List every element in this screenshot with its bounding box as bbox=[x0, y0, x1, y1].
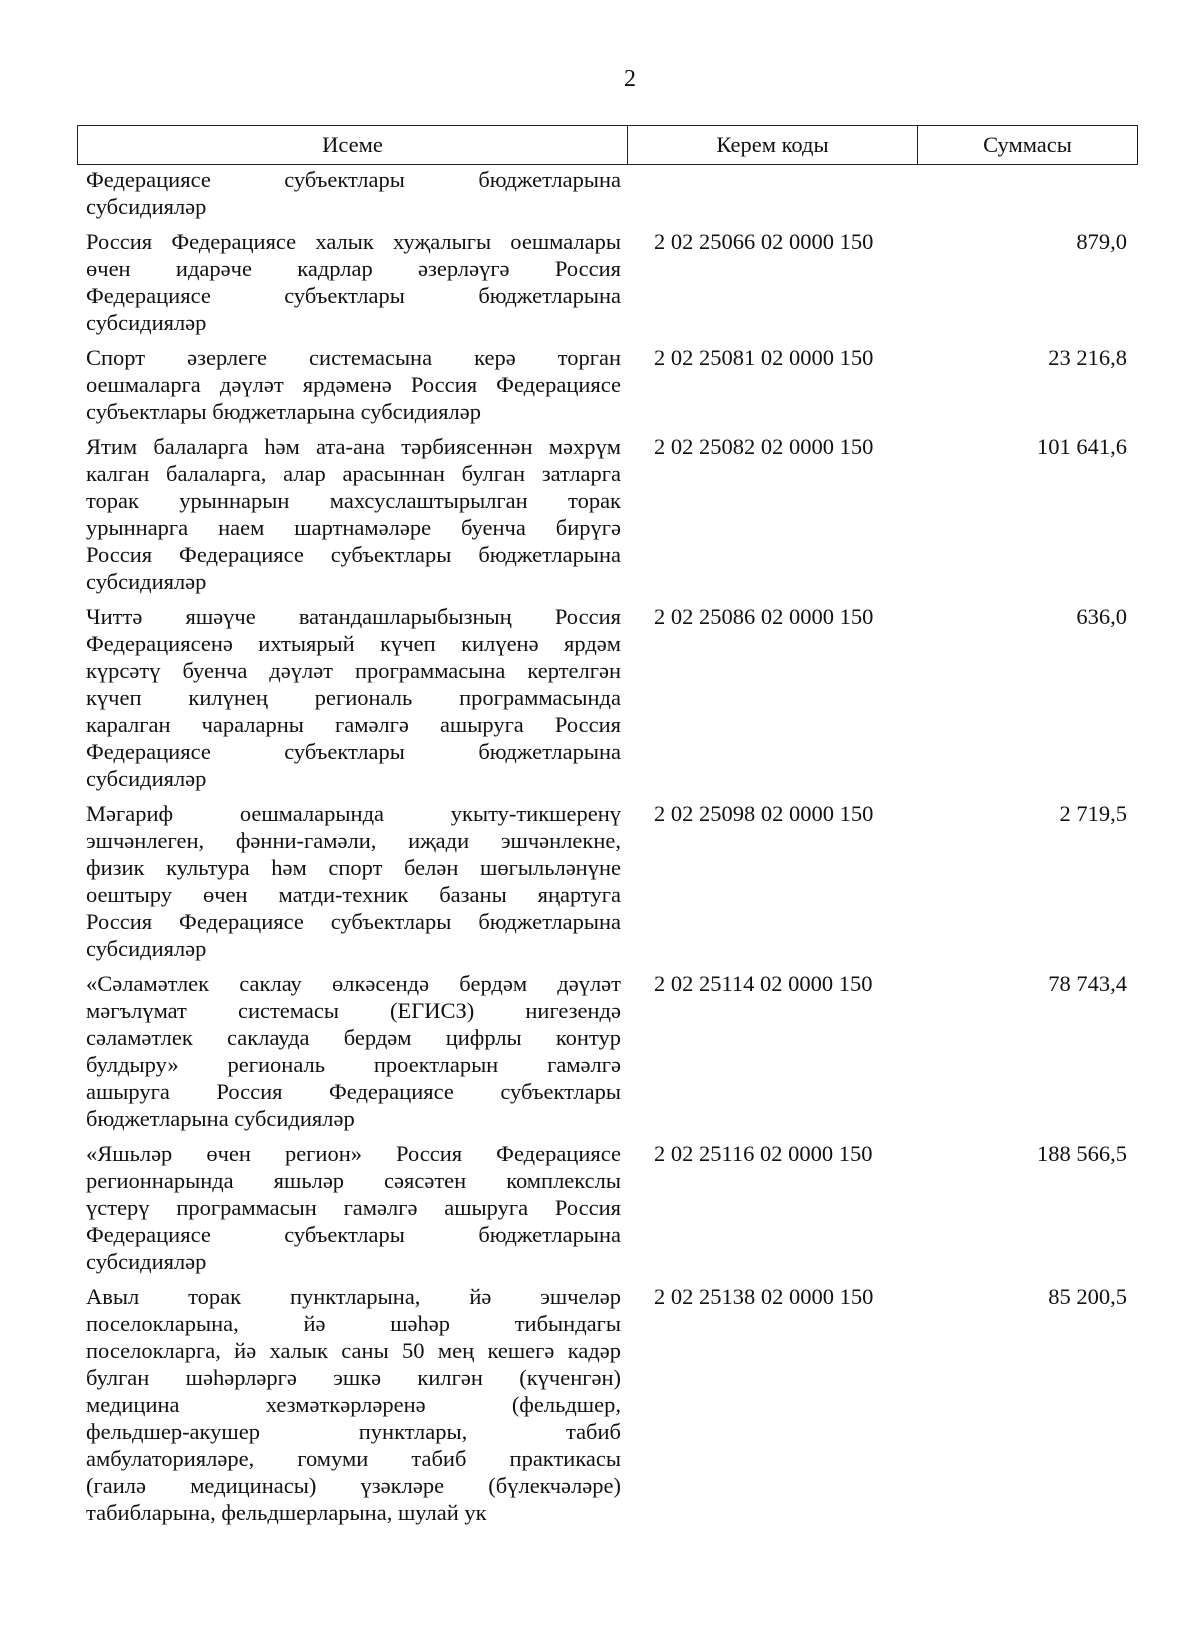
row-name-line: Федерациясе субъектлары бюджетларына bbox=[86, 739, 621, 764]
row-name-line: ашыруга Россия Федерациясе субъектлары bbox=[86, 1079, 621, 1104]
row-name bbox=[86, 433, 621, 595]
row-name-line: Читтә яшәүче ватандашларыбызның Россия bbox=[86, 604, 621, 629]
row-name-line: эшчәнлеген, фәнни-гамәли, иҗади эшчәнлекне, bbox=[86, 828, 621, 853]
row-name bbox=[86, 1140, 621, 1275]
row-name-line: Федерациясе субъектлары бюджетларына bbox=[86, 167, 621, 192]
row-name-line: «Сәламәтлек саклау өлкәсендә бердәм дәүләт bbox=[86, 971, 621, 996]
row-name-line: физик культура һәм спорт белән шөгыльләнүне bbox=[86, 855, 621, 880]
row-name-line: Федерациясе субъектлары бюджетларына bbox=[86, 1222, 621, 1247]
row-sum: 879,0 bbox=[1076, 229, 1127, 254]
row-name-line: поселокларына, йә шәһәр тибындагы bbox=[86, 1311, 621, 1336]
row-name-line: «Яшьләр өчен регион» Россия Федерациясе bbox=[86, 1141, 621, 1166]
table-row bbox=[86, 228, 1136, 336]
row-name-line: торак урыннарын махсуслаштырылган торак bbox=[86, 488, 621, 513]
row-name-line: Федерациясе субъектлары бюджетларына bbox=[86, 283, 621, 308]
row-name-line: субсидияләр bbox=[86, 194, 207, 219]
row-name bbox=[86, 603, 621, 792]
row-name-line: күчеп килүнең региональ программасында bbox=[86, 685, 621, 710]
row-code: 2 02 25098 02 0000 150 bbox=[654, 801, 874, 826]
row-name-line: табибларына, фельдшерларына, шулай ук bbox=[86, 1500, 487, 1525]
header-name: Исеме bbox=[78, 126, 628, 164]
row-name bbox=[86, 800, 621, 962]
row-name bbox=[86, 166, 621, 220]
row-name-line: Спорт әзерлеге системасына керә торган bbox=[86, 345, 621, 370]
page-number: 2 bbox=[624, 66, 636, 92]
table-row bbox=[86, 1283, 1136, 1526]
row-name-line: фельдшер-акушер пунктлары, табиб bbox=[86, 1419, 621, 1444]
row-name-line: бюджетларына субсидияләр bbox=[86, 1106, 355, 1131]
row-code: 2 02 25066 02 0000 150 bbox=[654, 229, 874, 254]
row-sum: 636,0 bbox=[1076, 604, 1127, 629]
row-code: 2 02 25116 02 0000 150 bbox=[654, 1141, 873, 1166]
row-name-line: Авыл торак пунктларына, йә эшчеләр bbox=[86, 1284, 621, 1309]
row-name-line: (гаилә медицинасы) үзәкләре (бүлекчәләре) bbox=[86, 1473, 621, 1498]
row-name-line: Россия Федерациясе субъектлары бюджетларына bbox=[86, 909, 621, 934]
row-name bbox=[86, 228, 621, 336]
header-sum: Суммасы bbox=[983, 132, 1072, 157]
row-sum: 78 743,4 bbox=[1048, 971, 1127, 996]
row-name-line: субсидияләр bbox=[86, 936, 207, 961]
row-name-line: булдыру» региональ проектларын гамәлгә bbox=[86, 1052, 621, 1077]
row-name-line: поселокларга, йә халык саны 50 мең кешегә кадәр bbox=[86, 1338, 621, 1363]
row-sum: 188 566,5 bbox=[1037, 1141, 1127, 1166]
row-name-line: сәламәтлек саклауда бердәм цифрлы контур bbox=[86, 1025, 621, 1050]
row-name-line: Ятим балаларга һәм ата-ана тәрбиясеннән мәхрүм bbox=[86, 434, 621, 459]
row-name-line: Россия Федерациясе халык хуҗалыгы оешмалары bbox=[86, 229, 621, 254]
row-code: 2 02 25086 02 0000 150 bbox=[654, 604, 874, 629]
table-row bbox=[86, 603, 1136, 792]
table-row bbox=[86, 800, 1136, 962]
row-name-line: субсидияләр bbox=[86, 766, 207, 791]
table-row bbox=[86, 970, 1136, 1132]
row-name-line: үстерү программасын гамәлгә ашыруга Россия bbox=[86, 1195, 621, 1220]
row-name-line: Федерациясенә ихтыярый күчеп килүенә ярдәм bbox=[86, 631, 621, 656]
row-sum: 101 641,6 bbox=[1037, 434, 1127, 459]
row-name-line: булган шәһәрләргә эшкә килгән (күченгән) bbox=[86, 1365, 621, 1390]
row-name-line: регионнарында яшьләр сәясәтен комплекслы bbox=[86, 1168, 621, 1193]
row-name-line: Россия Федерациясе субъектлары бюджетларына bbox=[86, 542, 621, 567]
row-code: 2 02 25138 02 0000 150 bbox=[654, 1284, 874, 1309]
row-code: 2 02 25082 02 0000 150 bbox=[654, 434, 874, 459]
row-name-line: күрсәтү буенча дәүләт программасына кертелгән bbox=[86, 658, 621, 683]
table-header bbox=[77, 125, 1138, 165]
table-body bbox=[86, 166, 1136, 1534]
table-row bbox=[86, 166, 1136, 220]
header-code: Керем коды bbox=[628, 126, 918, 164]
table-row bbox=[86, 344, 1136, 425]
row-sum: 85 200,5 bbox=[1048, 1284, 1127, 1309]
row-sum: 2 719,5 bbox=[1059, 801, 1127, 826]
row-name-line: мәгълүмат системасы (ЕГИСЗ) нигезендә bbox=[86, 998, 621, 1023]
row-name bbox=[86, 970, 621, 1132]
row-sum: 23 216,8 bbox=[1048, 345, 1127, 370]
row-name-line: өчен идарәче кадрлар әзерләүгә Россия bbox=[86, 256, 621, 281]
row-name-line: субсидияләр bbox=[86, 310, 207, 335]
table-row bbox=[86, 1140, 1136, 1275]
row-code: 2 02 25114 02 0000 150 bbox=[654, 971, 873, 996]
row-name bbox=[86, 344, 621, 425]
row-name-line: Мәгариф оешмаларында укыту-тикшеренү bbox=[86, 801, 621, 826]
row-name-line: амбулаторияләре, гомуми табиб практикасы bbox=[86, 1446, 621, 1471]
row-code: 2 02 25081 02 0000 150 bbox=[654, 345, 874, 370]
table-row bbox=[86, 433, 1136, 595]
row-name-line: субъектлары бюджетларына субсидияләр bbox=[86, 399, 481, 424]
row-name-line: каралган чараларны гамәлгә ашыруга Россия bbox=[86, 712, 621, 737]
row-name-line: оештыру өчен матди-техник базаны яңартуга bbox=[86, 882, 621, 907]
row-name-line: медицина хезмәткәрләренә (фельдшер, bbox=[86, 1392, 621, 1417]
row-name-line: субсидияләр bbox=[86, 569, 207, 594]
row-name-line: субсидияләр bbox=[86, 1249, 207, 1274]
row-name-line: урыннарга наем шартнамәләре буенча бирүгә bbox=[86, 515, 621, 540]
row-name-line: оешмаларга дәүләт ярдәменә Россия Федерациясе bbox=[86, 372, 621, 397]
row-name bbox=[86, 1283, 621, 1526]
row-name-line: калган балаларга, алар арасыннан булган затларга bbox=[86, 461, 621, 486]
